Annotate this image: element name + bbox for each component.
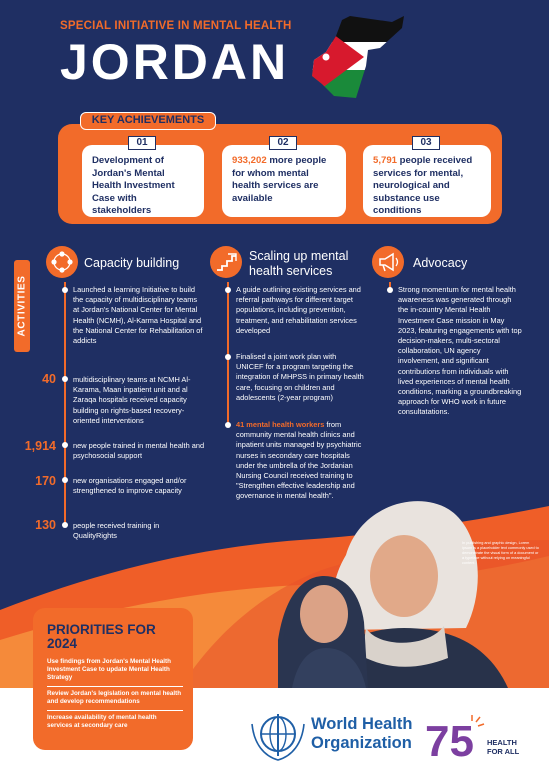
priority-item: Use findings from Jordan's Mental Health Investment Case to update Mental Health Strategy bbox=[47, 655, 183, 687]
stat-value: 130 bbox=[35, 518, 56, 532]
capacity-entry-4: new organisations engaged and/or strengthened to improve capacity bbox=[73, 476, 187, 496]
country-title: JORDAN bbox=[60, 34, 290, 90]
anniversary-mark: 75 bbox=[425, 717, 474, 762]
stat-value: 40 bbox=[42, 372, 56, 386]
priorities-title-line2: 2024 bbox=[47, 636, 78, 651]
who-75-anniversary-logo bbox=[424, 712, 486, 762]
priorities-title-line1: PRIORITIES FOR bbox=[47, 622, 156, 637]
scaling-entry-1: A guide outlining existing services and referral pathways for different target populations, including prevention, treatment, and rehabilitation services developed bbox=[236, 285, 361, 335]
key-achievements-heading: KEY ACHIEVEMENTS bbox=[80, 112, 216, 130]
who-wordmark: World Health Organization bbox=[311, 715, 413, 752]
achievement-number: 01 bbox=[128, 136, 156, 150]
achievement-number: 03 bbox=[412, 136, 440, 150]
achievement-number: 02 bbox=[269, 136, 297, 150]
photo-caption-note: In publishing and graphic design, Lorem ipsum is a placeholder text commonly used to demonstrate the visual form of a document or a typeface without relying on meaningful content. bbox=[462, 541, 539, 565]
section-title-capacity: Capacity building bbox=[84, 256, 180, 270]
scaling-entry-2: Finalised a joint work plan with UNICEF for a program targeting the integration of MHPSS in primary health care, focusing on children and adolescents (2-year program) bbox=[236, 352, 364, 402]
capacity-entry-1: Launched a learning Initiative to build the capacity of multidisciplinary teams at Jordan's National Center for Mental Health (NCMH), Al-Karma Hospital and the National Center for Rehabilitation of addicts bbox=[73, 285, 203, 346]
priority-item: Review Jordan's legislation on mental health and develop recommendations bbox=[47, 687, 183, 711]
health-for-all-tagline: HEALTH FOR ALL bbox=[487, 738, 520, 756]
achievement-text: 933,202 more people for whom mental health services are available bbox=[232, 155, 327, 204]
achievement-text: 5,791 people received services for mental, neurological and substance use conditions bbox=[373, 155, 473, 216]
capacity-entry-5: people received training in QualityRights bbox=[73, 521, 160, 541]
scaling-entry-3: 41 mental health workers from community mental health clinics and inpatient units managed by psychiatric nurses in secondary care hospitals under the umbrella of the Jordanian Nursing Council received training to "Strengthen effective leadership and governance in mental health". bbox=[236, 420, 362, 501]
kicker-text: SPECIAL INITIATIVE IN MENTAL HEALTH bbox=[60, 20, 292, 32]
capacity-entry-3: new people trained in mental health and psychosocial support bbox=[73, 441, 205, 461]
who-emblem-icon bbox=[250, 710, 306, 762]
priority-item: Increase availability of mental health services at secondary care bbox=[47, 714, 157, 729]
photo-mother-child bbox=[278, 480, 549, 688]
section-title-scaling: Scaling up mental health services bbox=[249, 249, 349, 278]
capacity-entry-2: multidisciplinary teams at NCMH Al-Karama, Maan inpatient unit and al Zaraqa hospitals received capacity building on rights-based recovery-oriented interventions bbox=[73, 375, 191, 425]
section-title-advocacy: Advocacy bbox=[413, 256, 468, 270]
stat-value: 1,914 bbox=[24, 439, 56, 453]
priorities-box bbox=[33, 608, 193, 750]
achievement-text: Development of Jordan's Mental Health Investment Case with stakeholders bbox=[92, 155, 175, 216]
advocacy-entry-1: Strong momentum for mental health awareness was generated through the in-country Mental Health Investment Case mission in May 2023, featuring engagements with top decision-makers, multi-sectoral collaboration, UN agency involvement, and significant contributions from individuals with lived experiences of mental health conditions, marking a groundbreaking approach for WHO work in future consultatations. bbox=[398, 285, 522, 417]
stat-value: 170 bbox=[35, 474, 56, 488]
activities-label: ACTIVITIES bbox=[16, 275, 28, 337]
